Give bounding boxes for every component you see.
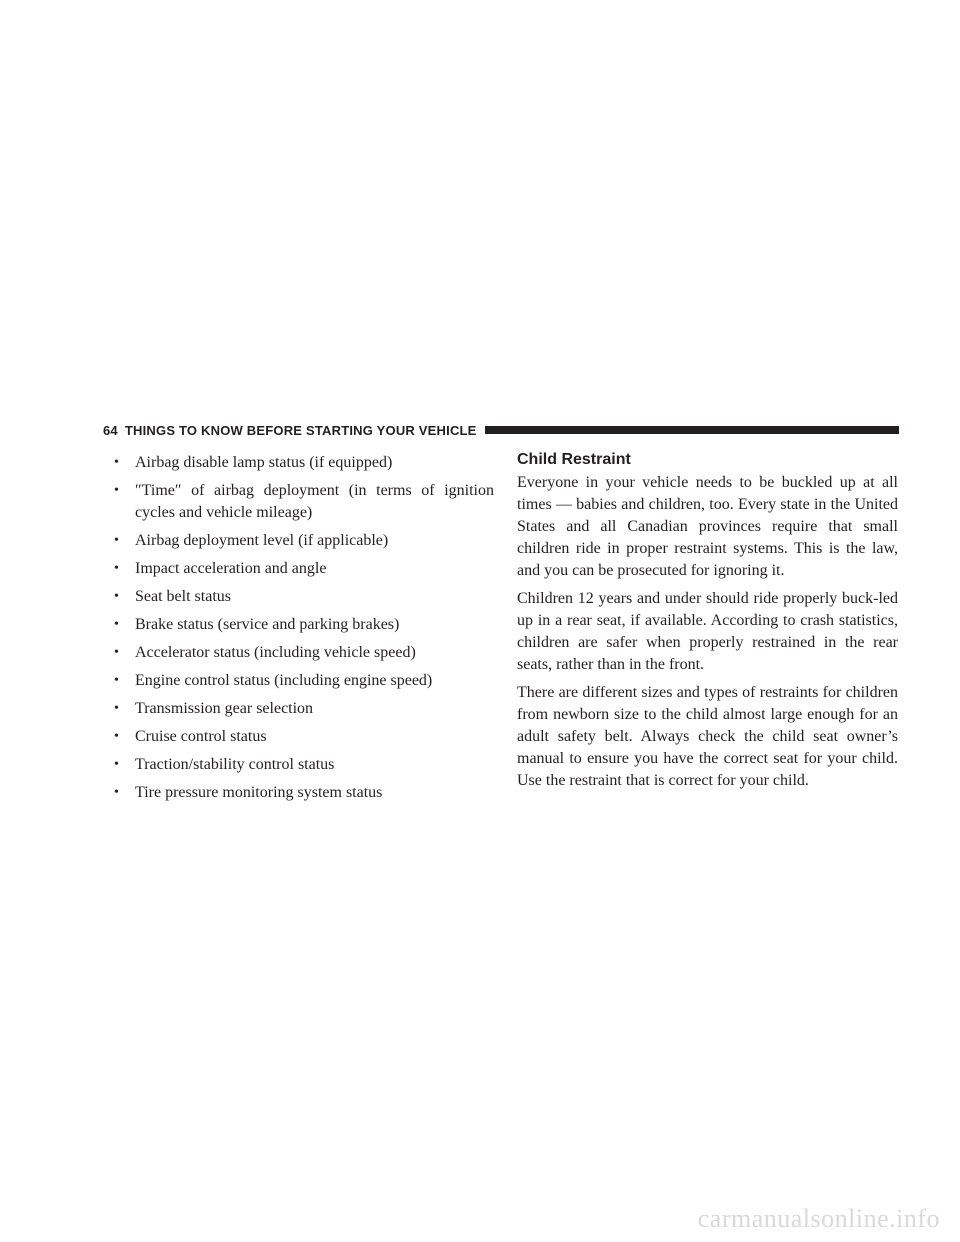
list-item: • Cruise control status xyxy=(114,726,494,748)
page-header xyxy=(103,421,899,439)
bullet-icon: • xyxy=(114,455,119,470)
list-item: • Impact acceleration and angle xyxy=(114,558,494,580)
list-item: • Traction/stability control status xyxy=(114,754,494,776)
bullet-icon: • xyxy=(114,483,119,498)
bullet-icon: • xyxy=(114,729,119,744)
list-item: • Tire pressure monitoring system status xyxy=(114,782,494,804)
list-item: • Seat belt status xyxy=(114,586,494,608)
bullet-icon: • xyxy=(114,673,119,688)
body-paragraph: Everyone in your vehicle needs to be buckled up at all times — babies and children, too. Every state in the United States and all Canadian provinces require that small children ride in proper restraint systems. This is the law, and you can be prosecuted for ignoring it. xyxy=(517,474,898,579)
bullet-icon: • xyxy=(114,561,119,576)
list-item: • Airbag disable lamp status (if equipped) xyxy=(114,452,494,474)
list-item: • Airbag deployment level (if applicable) xyxy=(114,530,494,552)
bullet-icon: • xyxy=(114,785,119,800)
child-restraint-heading: Child Restraint xyxy=(517,451,631,468)
body-paragraph: Children 12 years and under should ride properly buck-led up in a rear seat, if available. According to crash statistics, children are safer when properly restrained in the rear seats, rather than in the front. xyxy=(517,590,898,673)
page-number: 64 xyxy=(103,422,118,438)
section-title: THINGS TO KNOW BEFORE STARTING YOUR VEHICLE xyxy=(124,422,477,438)
bullet-icon: • xyxy=(114,757,119,772)
bullet-icon: • xyxy=(114,589,119,604)
right-column xyxy=(517,450,898,798)
list-item: • ″Time″ of airbag deployment (in terms of ignition cycles and vehicle mileage) xyxy=(114,482,494,521)
list-item: • Transmission gear selection xyxy=(114,698,494,720)
site-watermark: carmanualsonline.info xyxy=(697,1204,940,1233)
list-item: • Accelerator status (including vehicle speed) xyxy=(114,642,494,664)
bullet-icon: • xyxy=(114,617,119,632)
left-column xyxy=(114,452,494,810)
list-item: • Brake status (service and parking brakes) xyxy=(114,614,494,636)
body-paragraph: There are different sizes and types of restraints for children from newborn size to the child almost large enough for an adult safety belt. Always check the child seat owner’s manual to ensure you have the correct seat for your child. Use the restraint that is correct for your child. xyxy=(517,684,898,789)
bullet-icon: • xyxy=(114,645,119,660)
recorded-data-list xyxy=(114,452,494,804)
bullet-icon: • xyxy=(114,701,119,716)
bullet-icon: • xyxy=(114,533,119,548)
list-item: • Engine control status (including engine speed) xyxy=(114,670,494,692)
header-rule xyxy=(485,426,899,434)
